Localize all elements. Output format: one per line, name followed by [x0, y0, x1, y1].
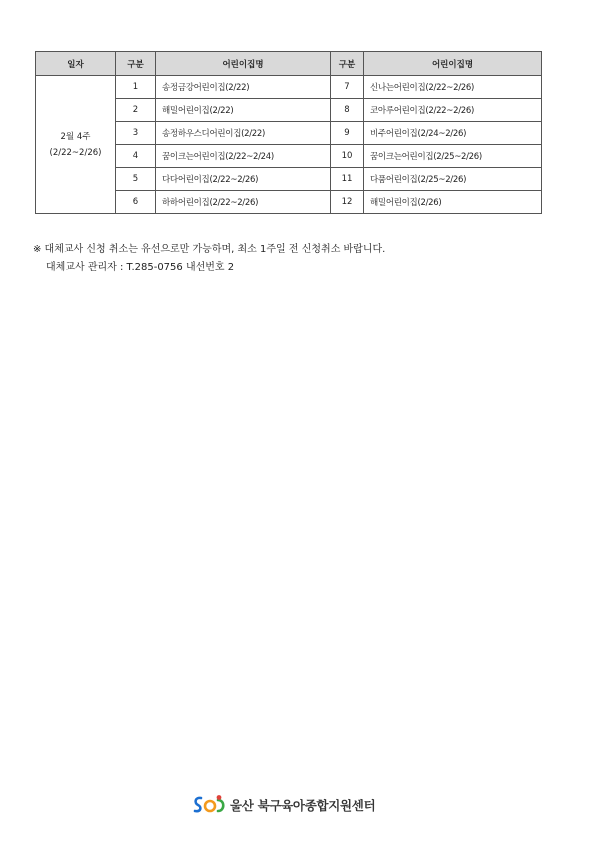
daycare-name: 하하어린이집(2/22~2/26) [156, 191, 331, 214]
row-number: 8 [331, 99, 364, 122]
header-daycare-name: 어린이집명 [156, 52, 331, 76]
row-number: 4 [116, 145, 156, 168]
footer [192, 794, 375, 816]
row-number: 2 [116, 99, 156, 122]
row-number: 3 [116, 122, 156, 145]
row-number: 12 [331, 191, 364, 214]
daycare-name: 해밀어린이집(2/26) [364, 191, 542, 214]
row-number: 1 [116, 76, 156, 99]
organization-logo-icon [192, 794, 226, 816]
row-number: 6 [116, 191, 156, 214]
row-number: 10 [331, 145, 364, 168]
daycare-name: 다다어린이집(2/22~2/26) [156, 168, 331, 191]
row-number: 11 [331, 168, 364, 191]
organization-name: 울산 북구육아종합지원센터 [230, 798, 376, 813]
daycare-name: 송정하우스디어린이집(2/22) [156, 122, 331, 145]
daycare-name: 신나는어린이집(2/22~2/26) [364, 76, 542, 99]
daycare-name: 꿈이크는어린이집(2/25~2/26) [364, 145, 542, 168]
week-range: (2/22~2/26) [49, 147, 102, 158]
daycare-name: 비주어린이집(2/24~2/26) [364, 122, 542, 145]
header-date: 일자 [36, 52, 116, 76]
daycare-name: 해밀어린이집(2/22) [156, 99, 331, 122]
header-daycare-name: 어린이집명 [364, 52, 542, 76]
row-number: 7 [331, 76, 364, 99]
table-header-row [36, 52, 542, 76]
week-cell [36, 76, 116, 214]
row-number: 9 [331, 122, 364, 145]
notice-contact: 대체교사 관리자 : T.285-0756 내선번호 2 [46, 262, 235, 273]
daycare-name: 송정금강어린이집(2/22) [156, 76, 331, 99]
header-category: 구분 [331, 52, 364, 76]
notice [33, 241, 385, 277]
table-row [36, 76, 542, 99]
notice-cancellation: ※ 대체교사 신청 취소는 유선으로만 가능하며, 최소 1주일 전 신청취소 바랍니다. [33, 244, 386, 255]
daycare-name: 코아루어린이집(2/22~2/26) [364, 99, 542, 122]
daycare-name: 다품어린이집(2/25~2/26) [364, 168, 542, 191]
row-number: 5 [116, 168, 156, 191]
week-label: 2월 4주 [60, 131, 91, 142]
daycare-name: 꿈이크는어린이집(2/22~2/24) [156, 145, 331, 168]
header-category: 구분 [116, 52, 156, 76]
daycare-schedule-table [35, 51, 542, 214]
